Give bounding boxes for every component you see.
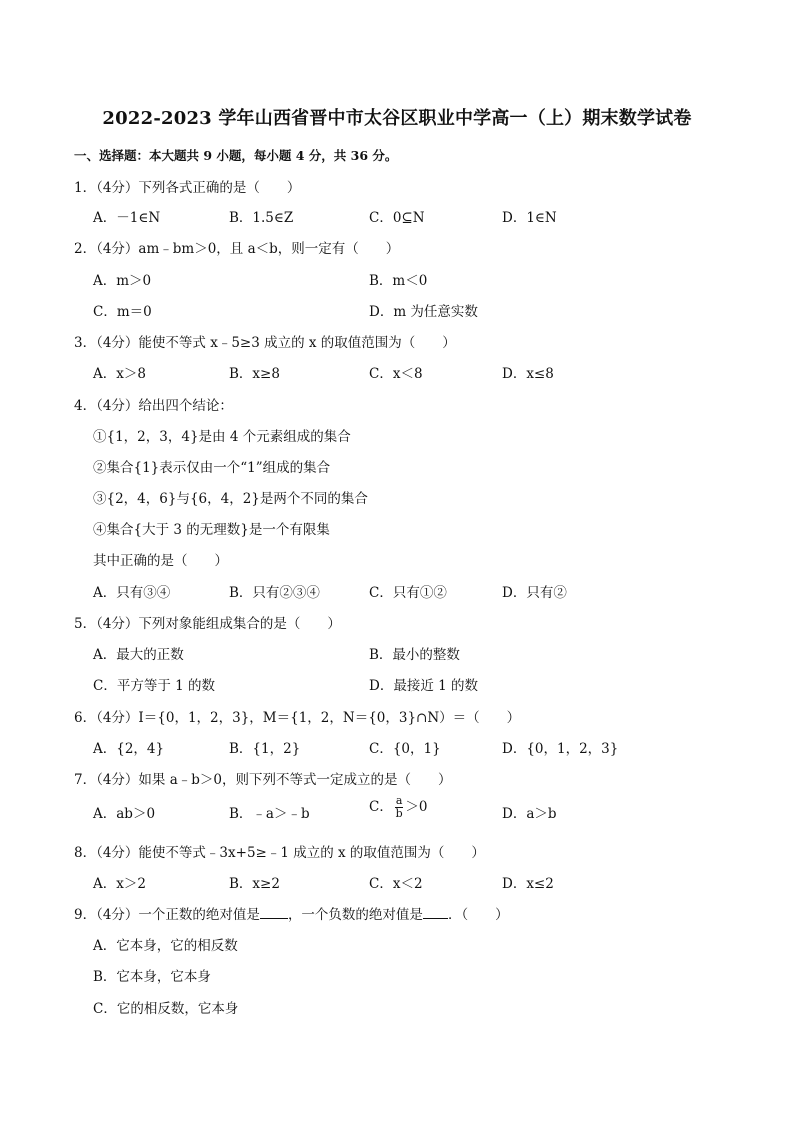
- question-1-stem: 1．（4分）下列各式正确的是（ ）: [74, 180, 301, 196]
- question-5-option-b[interactable]: B．最小的整数: [369, 647, 460, 663]
- question-2-option-d[interactable]: D．m 为任意实数: [369, 304, 478, 320]
- answer-blank-1: [260, 906, 288, 919]
- question-3-stem: 3．（4分）能使不等式 x﹣5≥3 成立的 x 的取值范围为（ ）: [74, 335, 456, 351]
- question-7-option-c[interactable]: [369, 795, 428, 820]
- question-1-option-c[interactable]: C．0⊆N: [369, 210, 425, 226]
- question-9-stem-part-1: 9．（4分）一个正数的绝对值是: [74, 907, 260, 923]
- question-4-statement-3: ③{2，4，6}与{6，4，2}是两个不同的集合: [93, 491, 368, 507]
- question-1-option-b[interactable]: B．1.5∈Z: [229, 210, 294, 226]
- question-6-option-c[interactable]: C．{0，1}: [369, 741, 441, 757]
- question-6-option-a[interactable]: A．{2，4}: [93, 741, 165, 757]
- question-4-option-c[interactable]: C．只有①②: [369, 585, 447, 601]
- question-4-stem: 4．（4分）给出四个结论：: [74, 398, 233, 414]
- question-4-option-b[interactable]: B．只有②③④: [229, 585, 320, 601]
- fraction-a-over-b: [395, 795, 404, 820]
- question-9-option-a[interactable]: A．它本身，它的相反数: [93, 938, 238, 954]
- question-8-option-d[interactable]: D．x≤2: [502, 876, 554, 892]
- question-7-option-c-label: C．: [369, 799, 393, 815]
- question-7-option-c-tail: ＞0: [405, 799, 428, 815]
- question-3-option-d[interactable]: D．x≤8: [502, 366, 554, 382]
- question-7-option-d[interactable]: D．a＞b: [502, 806, 557, 822]
- question-6-stem: 6．（4分）I＝{0，1，2，3}，M＝{1，2，N＝{0，3}∩N）＝（ ）: [74, 710, 521, 726]
- question-5-option-c[interactable]: C．平方等于 1 的数: [93, 678, 216, 694]
- section-heading: 一、选择题：本大题共 9 小题，每小题 4 分，共 36 分。: [74, 148, 398, 163]
- answer-blank-2: [423, 906, 448, 919]
- question-4-option-a[interactable]: A．只有③④: [93, 585, 171, 601]
- exam-title: 2022-2023 学年山西省晋中市太谷区职业中学高一（上）期末数学试卷: [102, 108, 692, 129]
- question-7-stem: 7．（4分）如果 a﹣b＞0，则下列不等式一定成立的是（ ）: [74, 772, 452, 788]
- question-2-option-a[interactable]: A．m＞0: [93, 273, 152, 289]
- question-8-stem: 8．（4分）能使不等式﹣3x+5≥﹣1 成立的 x 的取值范围为（ ）: [74, 845, 485, 861]
- question-8-option-a[interactable]: A．x＞2: [93, 876, 146, 892]
- question-4-statement-1: ①{1，2，3，4}是由 4 个元素组成的集合: [93, 429, 351, 445]
- question-4-prompt: 其中正确的是（ ）: [93, 553, 228, 569]
- question-1-option-d[interactable]: D．1∈N: [502, 210, 557, 226]
- question-7-option-a[interactable]: A．ab＞0: [93, 806, 156, 822]
- question-8-option-c[interactable]: C．x＜2: [369, 876, 423, 892]
- question-2-option-c[interactable]: C．m＝0: [93, 304, 152, 320]
- question-9-stem: [74, 903, 509, 923]
- question-8-option-b[interactable]: B．x≥2: [229, 876, 280, 892]
- question-4-option-d[interactable]: D．只有②: [502, 585, 567, 601]
- question-9-option-c[interactable]: C．它的相反数，它本身: [93, 1001, 239, 1017]
- question-4-statement-2: ②集合{1}表示仅由一个“1”组成的集合: [93, 460, 331, 476]
- question-4-statement-4: ④集合{大于 3 的无理数}是一个有限集: [93, 522, 330, 538]
- question-2-stem: 2．（4分）am﹣bm＞0，且 a＜b，则一定有（ ）: [74, 241, 400, 257]
- question-7-option-b[interactable]: B．﹣a＞﹣b: [229, 806, 310, 822]
- question-5-option-a[interactable]: A．最大的正数: [93, 647, 184, 663]
- question-5-option-d[interactable]: D．最接近 1 的数: [369, 678, 478, 694]
- question-5-stem: 5．（4分）下列对象能组成集合的是（ ）: [74, 616, 341, 632]
- question-6-option-b[interactable]: B．{1，2}: [229, 741, 301, 757]
- fraction-numerator: a: [395, 794, 403, 807]
- question-9-option-b[interactable]: B．它本身，它本身: [93, 969, 211, 985]
- question-6-option-d[interactable]: D．{0，1，2，3}: [502, 741, 619, 757]
- question-9-stem-part-2: ，一个负数的绝对值是: [287, 907, 423, 923]
- question-1-option-a[interactable]: A．－1∈N: [93, 210, 161, 226]
- fraction-denominator: b: [395, 807, 403, 820]
- question-3-option-a[interactable]: A．x＞8: [93, 366, 146, 382]
- question-9-stem-part-3: ．（ ）: [447, 907, 509, 923]
- question-3-option-b[interactable]: B．x≥8: [229, 366, 280, 382]
- question-2-option-b[interactable]: B．m＜0: [369, 273, 428, 289]
- question-3-option-c[interactable]: C．x＜8: [369, 366, 423, 382]
